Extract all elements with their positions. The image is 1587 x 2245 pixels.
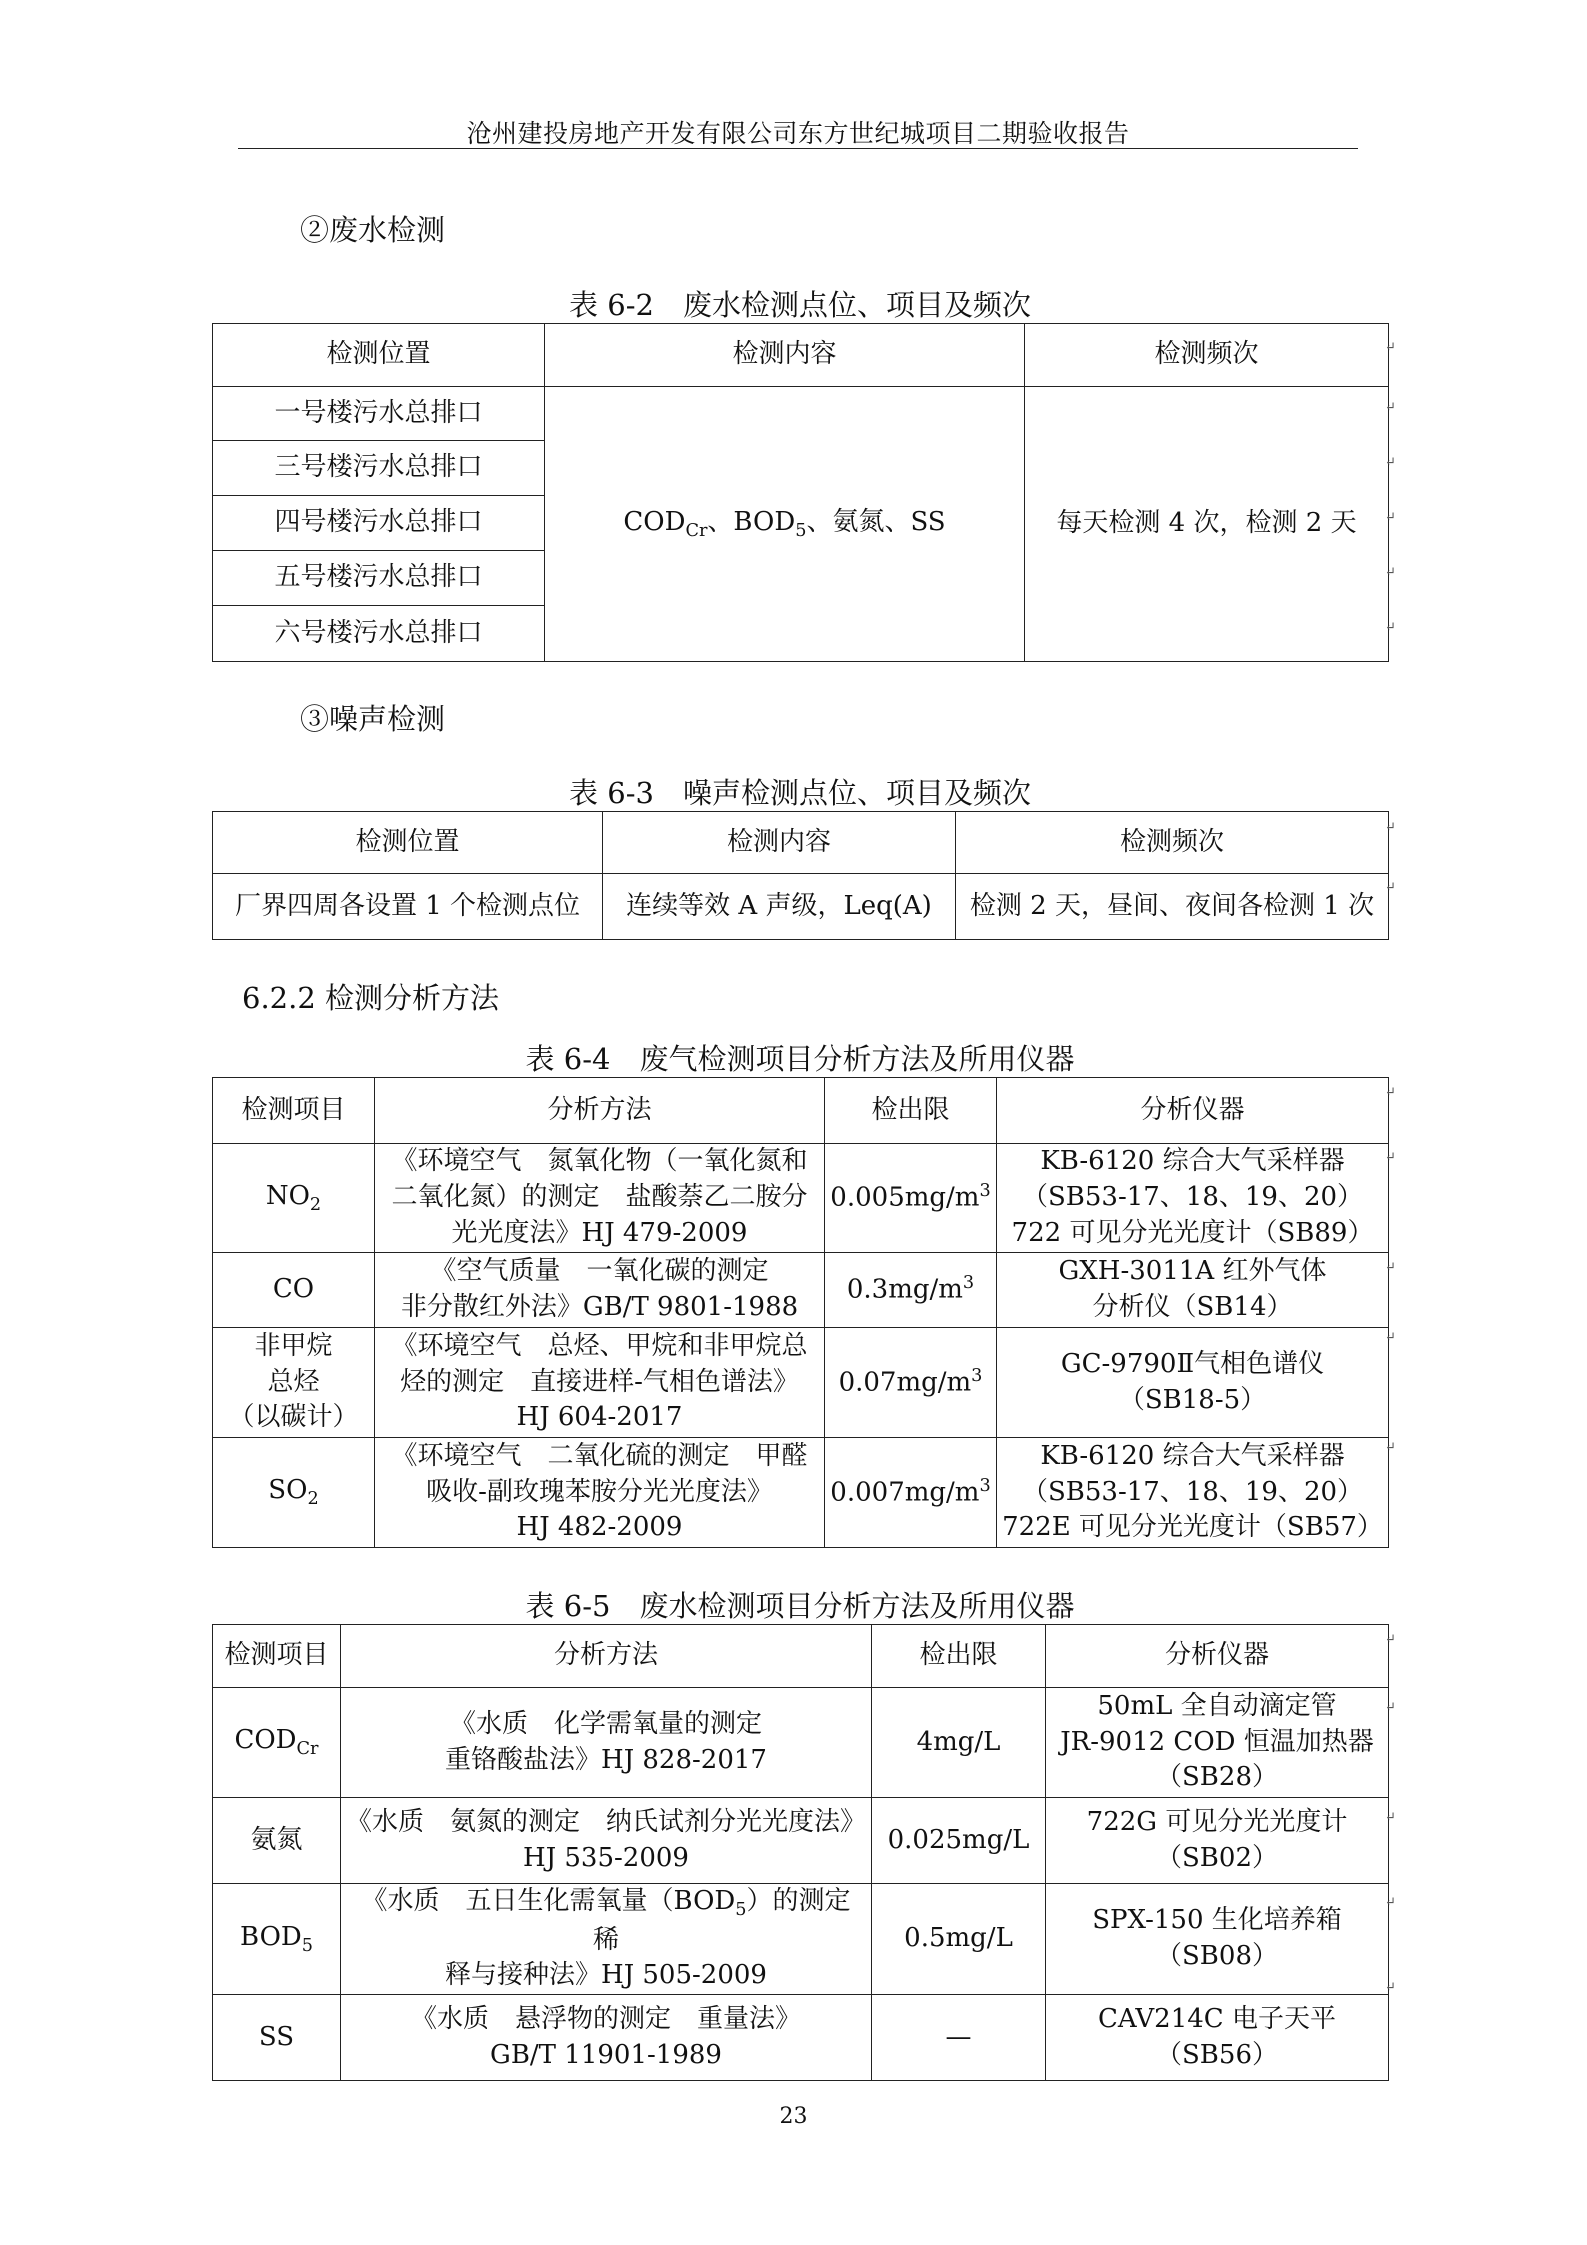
- limit-text: 0.005mg/m: [830, 1182, 980, 1213]
- frequency-cell: 检测 2 天，昼间、夜间各检测 1 次: [956, 874, 1389, 940]
- location-cell: 六号楼污水总排口: [213, 606, 545, 662]
- row-end-mark: ↵: [1385, 455, 1396, 470]
- table-row: [213, 1253, 1389, 1328]
- method-line: HJ 482-2009: [516, 1512, 683, 1543]
- table-6-4: [212, 1077, 1389, 1548]
- limit-cell: —: [872, 1995, 1046, 2081]
- page-header: 沧州建投房地产开发有限公司东方世纪城项目二期验收报告: [466, 119, 1130, 148]
- method-line: 《空气质量 一氧化碳的测定: [430, 1256, 769, 1287]
- instrument-line: 722 可见分光光度计（SB89）: [1011, 1217, 1374, 1248]
- instrument-line: GC-9790Ⅱ气相色谱仪: [1060, 1348, 1325, 1379]
- table-header-row: [213, 1078, 1389, 1144]
- row-end-mark: ↵: [1385, 400, 1396, 415]
- table-row: [213, 387, 1389, 441]
- method-line: 《环境空气 总烃、甲烷和非甲烷总: [391, 1330, 808, 1361]
- method-line: HJ 535-2009: [523, 1842, 689, 1873]
- table-row: [213, 874, 1389, 940]
- limit-cell: 0.025mg/L: [872, 1798, 1046, 1884]
- instrument-cell: [1046, 1688, 1389, 1798]
- instrument-line: 分析仪（SB14）: [1092, 1292, 1293, 1322]
- subscript: Cr: [296, 1739, 319, 1760]
- location-cell: 四号楼污水总排口: [213, 496, 545, 551]
- method-text: ）的测定 稀: [592, 1886, 877, 1955]
- method-line: HJ 604-2017: [516, 1402, 683, 1433]
- method-line: [345, 1884, 877, 1958]
- row-end-mark: ↵: [1385, 880, 1396, 895]
- limit-text: 0.07mg/m: [838, 1367, 972, 1398]
- limit-cell: 4mg/L: [872, 1688, 1046, 1798]
- header-divider: [238, 148, 1358, 149]
- instrument-line: GXH-3011A 红外气体: [1058, 1256, 1327, 1287]
- column-header: 检测项目: [213, 1078, 375, 1144]
- table-header-row: [213, 1625, 1389, 1688]
- row-end-mark: ↵: [1385, 1260, 1396, 1275]
- item-text: SO: [268, 1475, 308, 1506]
- instrument-cell: [1046, 1884, 1389, 1995]
- column-header: 分析方法: [341, 1625, 872, 1688]
- method-line: 《水质 化学需氧量的测定: [449, 1708, 762, 1739]
- instrument-line: 50mL 全自动滴定管: [1097, 1690, 1337, 1721]
- superscript: 3: [979, 1181, 991, 1202]
- row-end-mark: ↵: [1385, 1440, 1396, 1455]
- instrument-cell: [997, 1144, 1389, 1253]
- item-cell: SS: [213, 1995, 341, 2081]
- instrument-cell: [997, 1253, 1389, 1328]
- instrument-cell: [1046, 1798, 1389, 1884]
- limit-text: 0.007mg/m: [830, 1477, 980, 1508]
- table-row: [213, 1995, 1389, 2081]
- subscript: 2: [309, 1194, 322, 1215]
- instrument-line: SPX-150 生化培养箱: [1092, 1905, 1342, 1936]
- column-header: 检测频次: [956, 812, 1389, 874]
- method-line: 吸收-副玫瑰苯胺分光光度法》: [426, 1476, 773, 1507]
- row-end-mark: ↵: [1385, 620, 1396, 635]
- item-text: BOD: [240, 1921, 302, 1952]
- column-header: 检测项目: [213, 1625, 341, 1688]
- location-cell: 三号楼污水总排口: [213, 441, 545, 496]
- row-end-mark: ↵: [1385, 820, 1396, 835]
- row-end-mark: ↵: [1385, 1085, 1396, 1100]
- table-row: [213, 1438, 1389, 1548]
- instrument-line: （SB08）: [1155, 1941, 1278, 1972]
- method-cell: [341, 1688, 872, 1798]
- instrument-line: （SB28）: [1155, 1762, 1278, 1793]
- table-row: [213, 1798, 1389, 1884]
- row-end-mark: ↵: [1385, 1150, 1396, 1165]
- limit-cell: [825, 1144, 997, 1253]
- method-cell: [375, 1438, 825, 1548]
- instrument-cell: [1046, 1995, 1389, 2081]
- superscript: 3: [979, 1475, 991, 1496]
- row-end-mark: ↵: [1385, 1810, 1396, 1825]
- method-cell: [375, 1328, 825, 1438]
- section-heading-methods: 6.2.2 检测分析方法: [242, 981, 500, 1015]
- instrument-line: （SB56）: [1155, 2039, 1278, 2070]
- limit-cell: [825, 1438, 997, 1548]
- column-header: 分析方法: [375, 1078, 825, 1144]
- subscript: 2: [307, 1489, 319, 1510]
- table-caption-6-3: 表 6-3 噪声检测点位、项目及频次: [569, 776, 1031, 810]
- instrument-line: （SB18-5）: [1118, 1384, 1267, 1415]
- item-text: COD: [234, 1725, 297, 1756]
- column-header: 检出限: [872, 1625, 1046, 1688]
- item-cell: CO: [213, 1253, 375, 1328]
- instrument-line: CAV214C 电子天平: [1098, 2003, 1336, 2034]
- table-row: [213, 1144, 1389, 1253]
- method-line: 重铬酸盐法》HJ 828-2017: [445, 1744, 767, 1775]
- method-line: 《水质 氨氮的测定 纳氏试剂分光光度法》: [345, 1806, 866, 1837]
- subscript: 5: [301, 1936, 313, 1957]
- table-6-5: [212, 1624, 1389, 2081]
- column-header: 检测位置: [213, 812, 603, 874]
- row-end-mark: ↵: [1385, 1330, 1396, 1345]
- subscript: 5: [735, 1900, 747, 1921]
- instrument-line: 722G 可见分光光度计: [1086, 1806, 1348, 1837]
- column-header: 检测位置: [213, 324, 545, 387]
- method-cell: [341, 1884, 877, 1995]
- method-line: 非分散红外法》GB/T 9801-1988: [400, 1292, 799, 1322]
- table-row: [213, 1688, 1389, 1798]
- method-cell: [341, 1995, 872, 2081]
- subscript: 5: [795, 520, 807, 541]
- table-caption-6-5: 表 6-5 废水检测项目分析方法及所用仪器: [525, 1589, 1075, 1623]
- table-header-row: [213, 812, 1389, 874]
- method-line: 释与接种法》HJ 505-2009: [445, 1960, 767, 1991]
- superscript: 3: [962, 1273, 975, 1294]
- content-cell: 连续等效 A 声级，Leq(A): [603, 874, 956, 940]
- method-line: 《环境空气 氮氧化物（一氧化氮和: [391, 1146, 808, 1177]
- instrument-line: KB-6120 综合大气采样器: [1040, 1146, 1345, 1177]
- row-end-mark: ↵: [1385, 1980, 1396, 1995]
- method-text: 《水质 五日生化需氧量（BOD: [361, 1886, 736, 1916]
- subscript: Cr: [685, 520, 708, 541]
- table-caption-6-2: 表 6-2 废水检测点位、项目及频次: [569, 288, 1031, 322]
- method-cell: [375, 1144, 825, 1253]
- method-line: GB/T 11901-1989: [490, 2039, 722, 2070]
- row-end-mark: ↵: [1385, 565, 1396, 580]
- table-6-2: [212, 323, 1389, 662]
- item-cell: [213, 1144, 375, 1253]
- instrument-cell: [997, 1438, 1389, 1548]
- limit-text: 0.3mg/m: [846, 1274, 963, 1305]
- content-text: COD: [623, 506, 686, 537]
- method-line: 光光度法》HJ 479-2009: [451, 1217, 748, 1248]
- item-cell: [213, 1328, 375, 1438]
- page-number: 23: [779, 2104, 808, 2129]
- limit-cell: [825, 1328, 997, 1438]
- column-header: 检测频次: [1025, 324, 1389, 387]
- item-cell: [213, 1438, 375, 1548]
- instrument-line: （SB53-17、18、19、20）: [1021, 1476, 1364, 1507]
- instrument-cell: [997, 1328, 1389, 1438]
- item-cell: 氨氮: [213, 1798, 341, 1884]
- section-heading-wastewater: ②废水检测: [300, 213, 446, 247]
- method-cell: [341, 1798, 872, 1884]
- method-cell: [375, 1253, 825, 1328]
- column-header: 检出限: [825, 1078, 997, 1144]
- item-cell: [213, 1884, 341, 1995]
- location-cell: 厂界四周各设置 1 个检测点位: [213, 874, 603, 940]
- location-cell: 一号楼污水总排口: [213, 387, 545, 441]
- limit-cell: 0.5mg/L: [872, 1884, 1046, 1995]
- section-heading-noise: ③噪声检测: [300, 702, 446, 736]
- row-end-mark: ↵: [1385, 1700, 1396, 1715]
- method-line: 《环境空气 二氧化硫的测定 甲醛: [391, 1440, 808, 1471]
- table-caption-6-4: 表 6-4 废气检测项目分析方法及所用仪器: [525, 1042, 1075, 1076]
- method-line: 二氧化氮）的测定 盐酸萘乙二胺分: [391, 1182, 808, 1213]
- row-end-mark: ↵: [1385, 340, 1396, 355]
- instrument-line: 722E 可见分光光度计（SB57）: [1002, 1512, 1383, 1543]
- row-end-mark: ↵: [1385, 1895, 1396, 1910]
- row-end-mark: ↵: [1385, 1632, 1396, 1647]
- table-row: [213, 1328, 1389, 1438]
- method-line: 烃的测定 直接进样-气相色谱法》: [400, 1366, 799, 1397]
- column-header: 检测内容: [603, 812, 956, 874]
- superscript: 3: [971, 1365, 983, 1386]
- row-end-mark: ↵: [1385, 510, 1396, 525]
- location-cell: 五号楼污水总排口: [213, 551, 545, 606]
- table-row: [213, 1884, 1389, 1995]
- item-line: 总烃: [267, 1366, 320, 1397]
- table-header-row: [213, 324, 1389, 387]
- item-cell: [213, 1688, 341, 1798]
- instrument-line: （SB53-17、18、19、20）: [1021, 1182, 1364, 1213]
- method-line: 《水质 悬浮物的测定 重量法》: [410, 2003, 801, 2034]
- content-text: 、氨氮、SS: [806, 506, 946, 537]
- instrument-line: （SB02）: [1155, 1842, 1278, 1873]
- column-header: 分析仪器: [997, 1078, 1389, 1144]
- limit-cell: [825, 1253, 997, 1328]
- column-header: 分析仪器: [1046, 1625, 1389, 1688]
- table-6-3: [212, 811, 1389, 940]
- item-line: 非甲烷: [254, 1330, 333, 1361]
- item-line: （以碳计）: [228, 1402, 359, 1433]
- column-header: 检测内容: [545, 324, 1025, 387]
- content-text: 、BOD: [707, 506, 796, 537]
- item-text: NO: [265, 1180, 310, 1211]
- content-cell: [545, 387, 1025, 662]
- instrument-line: JR-9012 COD 恒温加热器: [1060, 1726, 1374, 1757]
- frequency-cell: 每天检测 4 次，检测 2 天: [1025, 387, 1389, 662]
- instrument-line: KB-6120 综合大气采样器: [1040, 1440, 1345, 1471]
